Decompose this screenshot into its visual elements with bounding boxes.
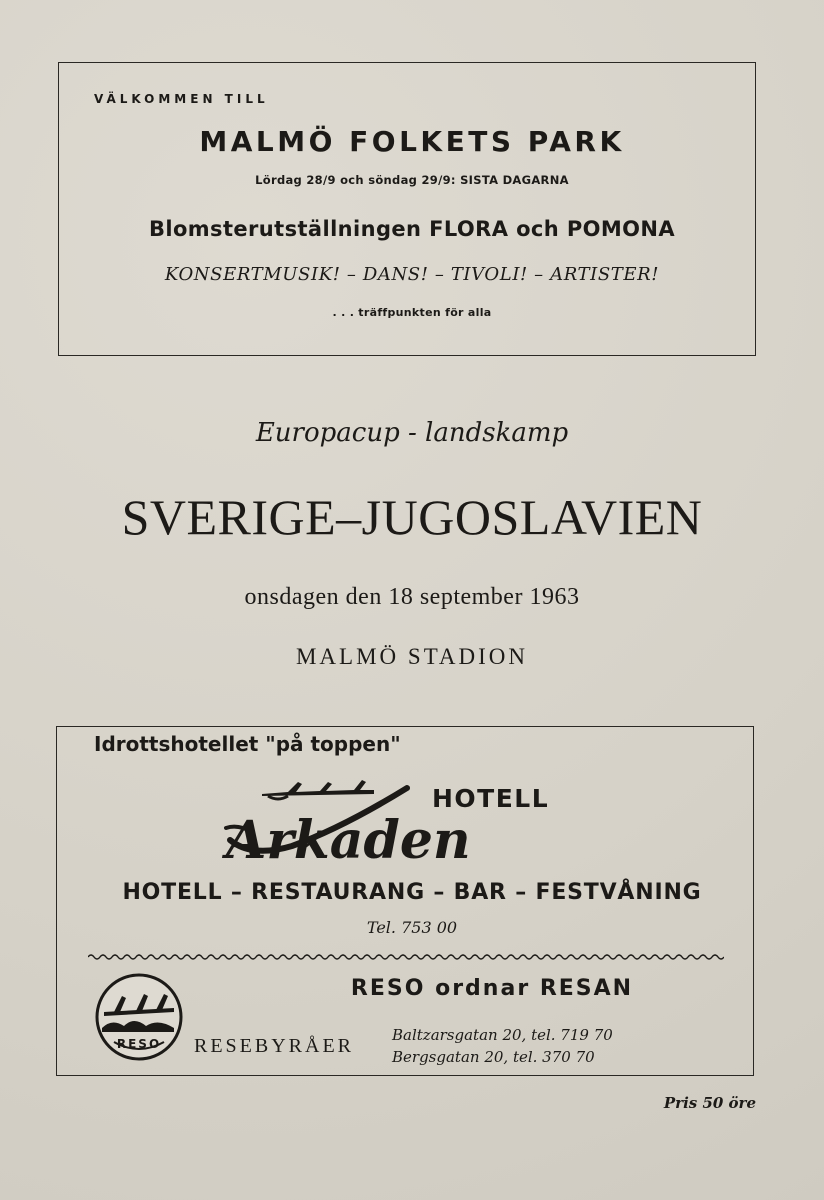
program-price: Pris 50 öre [663,1094,756,1112]
hotel-headline: Idrottshotellet "på toppen" [94,732,401,756]
attractions-list: KONSERTMUSIK! – DANS! – TIVOLI! – ARTISTER! [164,264,660,285]
reso-logo-text: RESO [116,1037,162,1051]
stadium-name: MALMÖ STADION [295,644,529,669]
travel-slogan: RESO ordnar RESAN [350,976,634,1001]
match-date: onsdagen den 18 september 1963 [244,584,580,610]
reso-logo-icon [94,972,184,1062]
meeting-point-tagline: . . . träffpunkten för alla [332,306,492,319]
welcome-text: VÄLKOMMEN TILL [94,92,269,106]
flower-exhibition: Blomsterutställningen FLORA och POMONA [148,217,676,241]
hotel-label: HOTELL [432,784,550,813]
match-title: SVERIGE–JUGOSLAVIEN [121,489,703,545]
last-days-text: Lördag 28/9 och söndag 29/9: SISTA DAGARNA [255,173,569,187]
hotel-name-logo: Arkaden [226,810,471,871]
wavy-divider [88,952,724,962]
hotel-phone: Tel. 753 00 [366,918,458,937]
hotel-services: HOTELL – RESTAURANG – BAR – FESTVÅNING [122,880,702,905]
agency-label: RESEBYRÅER [194,1035,355,1057]
competition-name: Europacup - landskamp [255,418,569,448]
park-name: MALMÖ FOLKETS PARK [199,125,625,158]
agency-address-1: Baltzarsgatan 20, tel. 719 70 [392,1026,613,1044]
agency-address-2: Bergsgatan 20, tel. 370 70 [392,1048,595,1066]
